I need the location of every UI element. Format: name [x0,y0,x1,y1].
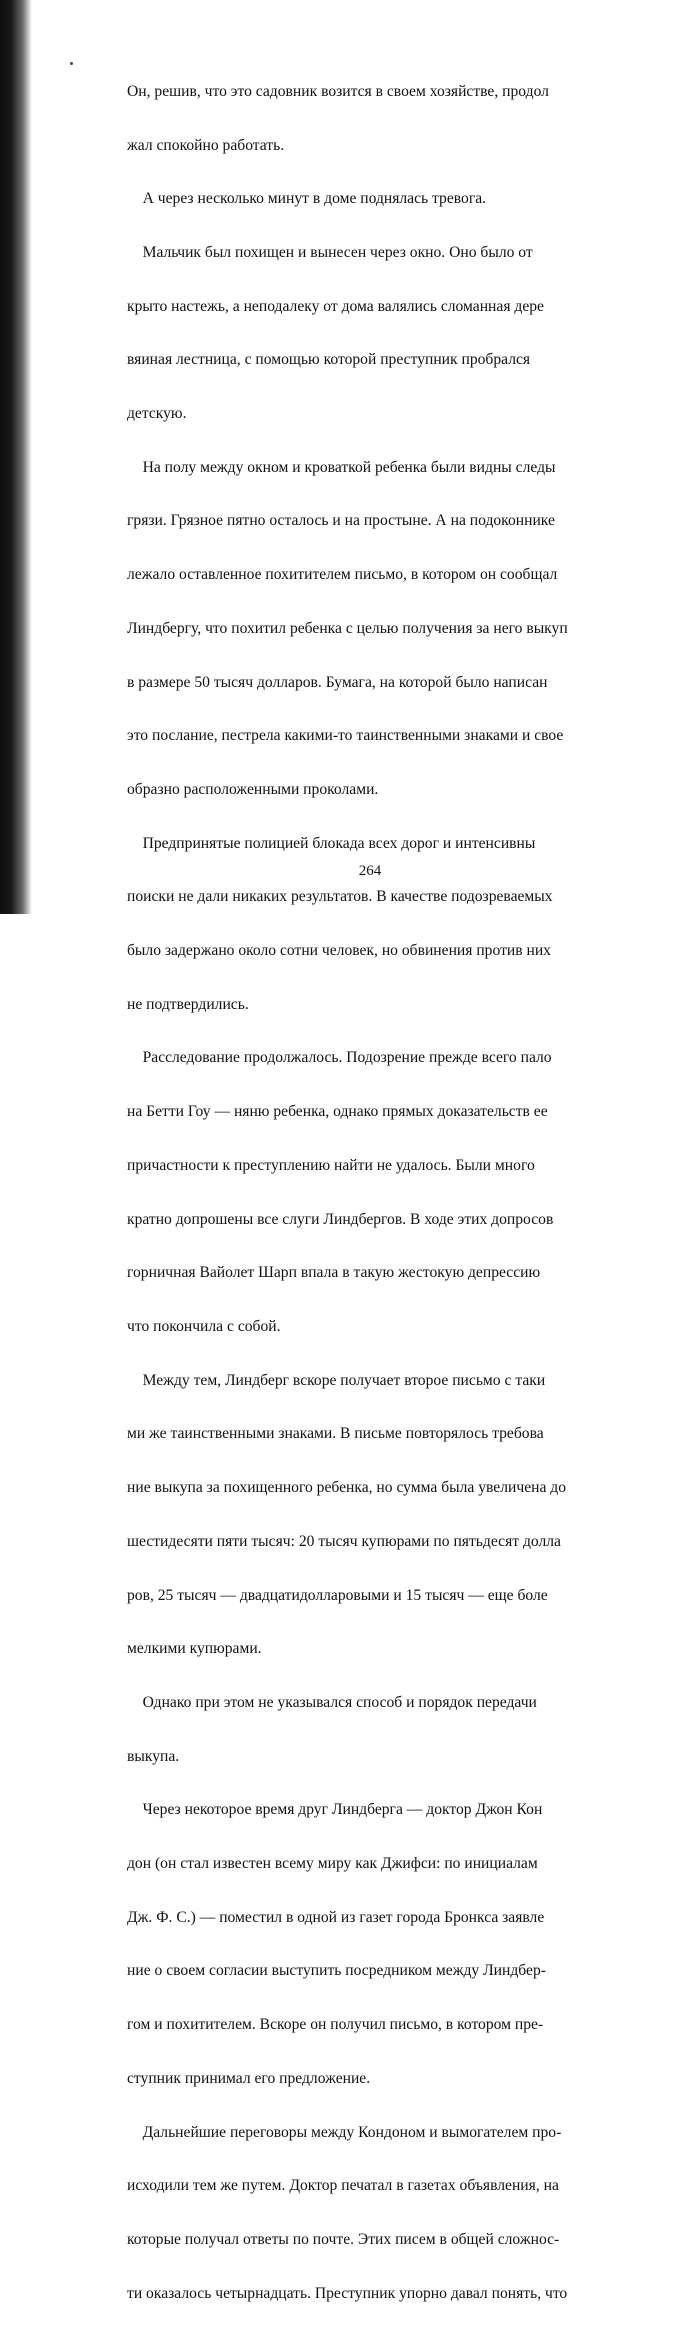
text-line: исходили тем же путем. Доктор печатал в газетах объявления, на [127,2177,559,2195]
text-line: Через некоторое время друг Линдберга — доктор Джон Кон [127,1801,543,1819]
text-line: на Бетти Гоу — няню ребенка, однако прямых доказательств ее [127,1103,548,1121]
text-line: мелкими купюрами. [127,1640,262,1658]
text-line: Мальчик был похищен и вынесен через окно. Оно было от [127,243,533,261]
text-line: Дальнейшие переговоры между Кондоном и вымогателем про- [127,2123,562,2141]
text-line: Линдбергу, что похитил ребенка с целью получения за него выкуп [127,619,568,637]
text-line: это послание, пестрела какими-то таинственными знаками и свое [127,727,564,745]
text-line: А через несколько минут в доме поднялась тревога. [127,190,487,208]
text-line: Однако при этом не указывался способ и порядок передачи [127,1693,537,1711]
text-line: лежало оставленное похитителем письмо, в котором он сообщал [127,566,558,584]
text-line: выкупа. [127,1747,180,1765]
text-line: что покончила с собой. [127,1317,281,1335]
text-line: На полу между окном и кроваткой ребенка были видны следы [127,458,556,476]
text-line: в размере 50 тысяч долларов. Бумага, на которой было написан [127,673,548,691]
text-line: причастности к преступлению найти не удалось. Были много [127,1156,535,1174]
text-line: жал спокойно работать. [127,136,285,154]
text-line: ти оказалось четырнадцать. Преступник упорно давал понять, что [127,2284,568,2302]
text-line: Между тем, Линдберг вскоре получает второе письмо с таки [127,1371,546,1389]
text-line: крыто настежь, а неподалеку от дома валялись сломанная дере [127,297,544,315]
text-line: Предпринятые полицией блокада всех дорог и интенсивны [127,834,536,852]
page-number: 264 [358,863,382,879]
text-line: не подтвердились. [127,995,249,1013]
text-line: детскую. [127,405,187,423]
text-line: образно расположенными проколами. [127,780,379,798]
text-line: кратно допрошены все слуги Линдбергов. В ходе этих допросов [127,1210,554,1228]
text-line: шестидесяти пяти тысяч: 20 тысяч купюрами по пятьдесят долла [127,1532,561,1550]
body-text [127,47,687,2338]
scan-speck [70,62,73,65]
text-line: Дж. Ф. С.) — поместил в одной из газет города Бронкса заявле [127,1908,545,1926]
text-line: Расследование продолжалось. Подозрение прежде всего пало [127,1049,552,1067]
text-line: грязи. Грязное пятно осталось и на простыне. А на подоконнике [127,512,555,530]
text-line: было задержано около сотни человек, но обвинения против них [127,942,551,960]
text-line: ние выкупа за похищенного ребенка, но сумма была увеличена до [127,1479,567,1497]
book-spine-shadow [0,0,32,914]
text-line: поиски не дали никаких результатов. В качестве подозреваемых [127,888,553,906]
text-line: горничная Вайолет Шарп впала в такую жестокую депрессию [127,1264,541,1282]
text-line: ров, 25 тысяч — двадцатидолларовыми и 15 тысяч — еще боле [127,1586,548,1604]
text-line: ние о своем согласии выступить посредником между Линдбер- [127,1962,546,1980]
text-line: дон (он стал известен всему миру как Джифси: по инициалам [127,1855,538,1873]
text-line: ступник принимал его предложение. [127,2069,371,2087]
text-line: которые получал ответы по почте. Этих писем в общей сложнос- [127,2230,560,2248]
text-line: ми же таинственными знаками. В письме повторялось требова [127,1425,544,1443]
text-line: Он, решив, что это садовник возится в своем хозяйстве, продол [127,82,549,100]
text-line: гом и похитителем. Вскоре он получил письмо, в котором пре- [127,2016,544,2034]
text-line: вяиная лестница, с помощью которой преступник пробрался [127,351,531,369]
